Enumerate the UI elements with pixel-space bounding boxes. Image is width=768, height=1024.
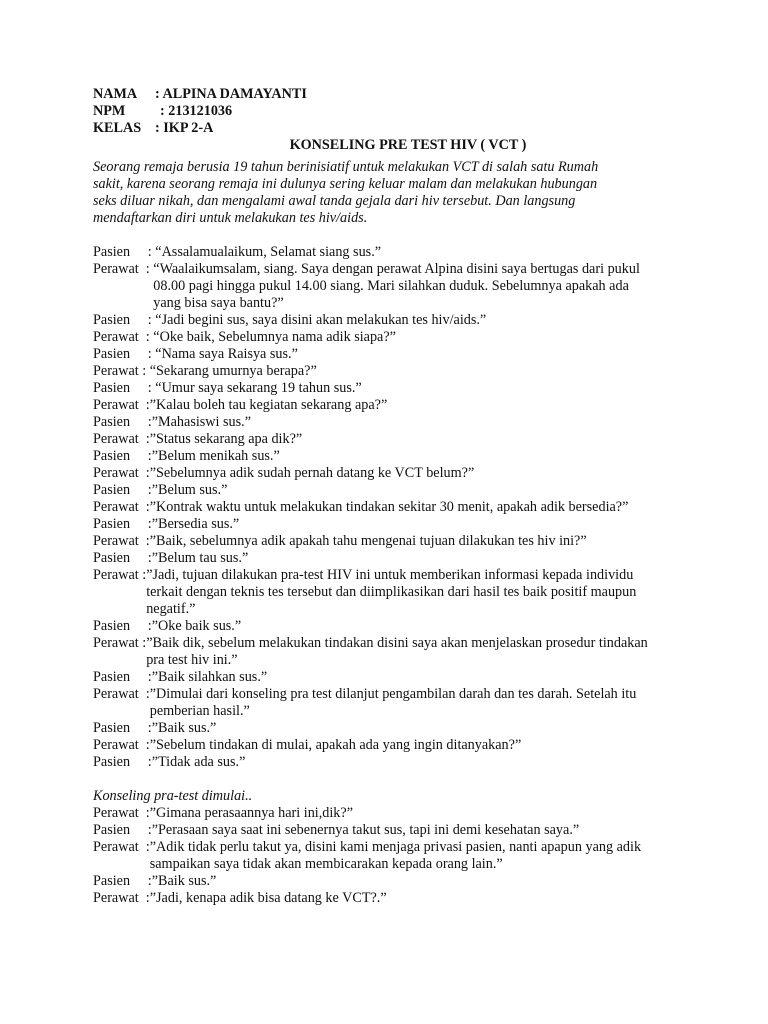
nama-label: NAMA [93,86,138,102]
speaker-label: Perawat : [93,635,147,651]
dialog-text: ”Belum menikah sus.” [151,448,280,464]
nama-value: : ALPINA DAMAYANTI [155,86,307,102]
speaker-label: Perawat : [93,431,150,447]
speaker-label: Perawat : [93,397,150,413]
dialog-text: ”Sebelum tindakan di mulai, apakah ada yang ingin ditanyakan?” [149,737,522,753]
dialog-line [93,533,653,550]
speaker-label: Perawat : [93,890,150,906]
dialog-line [93,414,653,431]
dialog-text: “Assalamualaikum, Selamat siang sus.” [155,244,382,260]
dialog-text: ”Oke baik sus.” [151,618,242,634]
dialog-line [93,669,653,686]
dialog-line [93,686,653,720]
speaker-label: Perawat : [93,839,150,855]
section-title: Konseling pra-test dimulai.. [93,788,253,804]
speaker-label: Pasien : [93,312,156,328]
dialog-text: ”Perasaan saya saat ini sebenernya takut sus, tapi ini demi kesehatan saya.” [151,822,580,838]
header-npm-row [93,103,693,120]
dialog-text: ”Kontrak waktu untuk melakukan tindakan sekitar 30 menit, apakah adik bersedia?” [149,499,629,515]
dialog-text: ”Baik, sebelumnya adik apakah tahu mengenai tujuan dilakukan tes hiv ini?” [149,533,587,549]
dialog-text: ”Dimulai dari konseling pra test dilanjut pengambilan darah dan tes darah. Setelah itu pemberian hasil.” [149,686,637,719]
dialog-line [93,465,653,482]
document-title: KONSELING PRE TEST HIV ( VCT ) [289,137,527,153]
header-nama-row [93,86,693,103]
dialog-line [93,312,653,329]
dialog-line [93,431,653,448]
kelas-label: KELAS [93,120,142,136]
dialog-text: ”Jadi, tujuan dilakukan pra-test HIV ini untuk memberikan informasi kepada individu terkait dengan teknis tes tersebut dan diimplikasikan dari hasil tes baik positif maupun negatif.” [146,567,637,617]
speaker-label: Pasien : [93,482,152,498]
speaker-label: Perawat : [93,363,150,379]
dialog-text: “Oke baik, Sebelumnya nama adik siapa?” [153,329,396,345]
speaker-label: Perawat : [93,686,150,702]
dialog-line [93,516,653,533]
speaker-label: Pasien : [93,550,152,566]
dialog-text: “Jadi begini sus, saya disini akan melakukan tes hiv/aids.” [155,312,487,328]
dialog-line [93,550,653,567]
document-page [93,86,693,907]
speaker-label: Pasien : [93,448,152,464]
dialog-line [93,822,653,839]
dialog-text: ”Baik sus.” [151,720,217,736]
speaker-label: Perawat : [93,737,150,753]
dialog-text: ”Baik sus.” [151,873,217,889]
dialog-line [93,397,653,414]
dialog-line [93,618,653,635]
dialog-line [93,720,653,737]
intro-paragraph: Seorang remaja berusia 19 tahun berinisiatif untuk melakukan VCT di salah satu Rumah sakit, karena seorang remaja ini dulunya sering keluar malam dan melakukan hubungan seks diluar nikah, dan mengalami awal tanda gejala dari hiv tersebut. Dan langsung mendaftarkan diri untuk melakukan tes hiv/aids. [93,159,599,226]
dialog-text: “Waalaikumsalam, siang. Saya dengan perawat Alpina disini saya bertugas dari pukul 08.00 pagi hingga pukul 14.00 siang. Mari silahkan duduk. Sebelumnya apakah ada yang bisa saya bantu?” [153,261,640,311]
speaker-label: Pasien : [93,720,152,736]
dialog-text: ”Baik dik, sebelum melakukan tindakan disini saya akan menjelaskan prosedur tindakan pra test hiv ini.” [146,635,648,668]
dialog-text: ”Kalau boleh tau kegiatan sekarang apa?” [149,397,388,413]
dialog-line [93,244,653,261]
speaker-label: Perawat : [93,499,150,515]
dialog-text: “Sekarang umurnya berapa?” [149,363,317,379]
dialog-text: ”Bersedia sus.” [151,516,240,532]
dialog-text: ”Jadi, kenapa adik bisa datang ke VCT?.” [149,890,387,906]
speaker-label: Perawat : [93,805,150,821]
speaker-label: Pasien : [93,516,152,532]
speaker-label: Pasien : [93,380,156,396]
dialog-text: ”Status sekarang apa dik?” [149,431,303,447]
speaker-label: Perawat : [93,465,150,481]
dialog-text: ”Tidak ada sus.” [151,754,246,770]
dialog-line [93,567,653,618]
dialog-line [93,873,653,890]
dialog-line [93,482,653,499]
speaker-label: Pasien : [93,873,152,889]
dialog-line [93,380,653,397]
dialog-line [93,261,653,312]
dialog-line [93,839,653,873]
dialog-text: ”Belum sus.” [151,482,228,498]
speaker-label: Perawat : [93,533,150,549]
dialog-section-1 [93,244,693,771]
header-kelas-row [93,120,693,137]
dialog-line [93,737,653,754]
speaker-label: Perawat : [93,261,154,277]
dialog-text: “Umur saya sekarang 19 tahun sus.” [155,380,362,396]
dialog-line [93,805,653,822]
dialog-line [93,346,653,363]
dialog-text: ”Belum tau sus.” [151,550,249,566]
dialog-line [93,499,653,516]
dialog-text: “Nama saya Raisya sus.” [155,346,298,362]
speaker-label: Perawat : [93,567,147,583]
dialog-line [93,448,653,465]
npm-value: : 213121036 [160,103,233,119]
dialog-section-2 [93,805,693,907]
speaker-label: Perawat : [93,329,154,345]
dialog-line [93,635,653,669]
speaker-label: Pasien : [93,346,156,362]
dialog-line [93,363,653,380]
speaker-label: Pasien : [93,754,152,770]
dialog-line [93,754,653,771]
speaker-label: Pasien : [93,414,152,430]
dialog-text: ”Gimana perasaannya hari ini,dik?” [149,805,353,821]
dialog-text: ”Adik tidak perlu takut ya, disini kami menjaga privasi pasien, nanti apapun yang adik sampaikan saya tidak akan membicarakan kepada orang lain.” [149,839,642,872]
speaker-label: Pasien : [93,618,152,634]
npm-label: NPM [93,103,126,119]
dialog-line [93,329,653,346]
speaker-label: Pasien : [93,822,152,838]
dialog-text: ”Mahasiswi sus.” [151,414,252,430]
kelas-value: : IKP 2-A [155,120,214,136]
speaker-label: Pasien : [93,244,156,260]
dialog-text: ”Sebelumnya adik sudah pernah datang ke VCT belum?” [149,465,475,481]
speaker-label: Pasien : [93,669,152,685]
dialog-text: ”Baik silahkan sus.” [151,669,268,685]
dialog-line [93,890,653,907]
